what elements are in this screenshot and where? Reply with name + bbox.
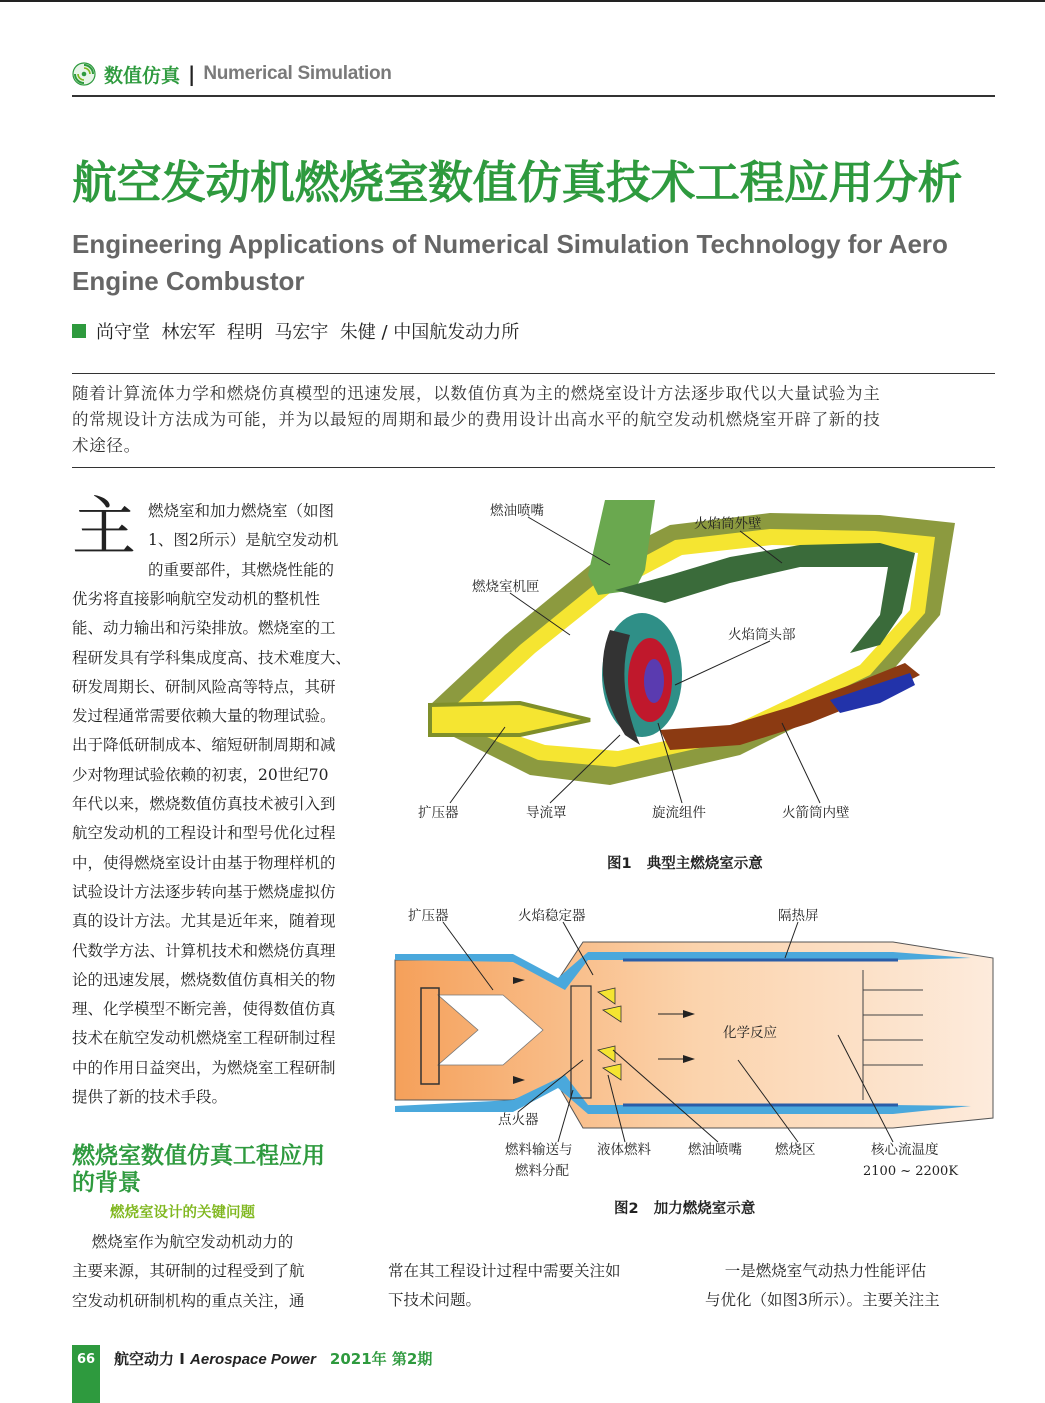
section-name-cn: 数值仿真 <box>104 64 181 87</box>
label-heat-shield: 隔热屏 <box>778 908 819 924</box>
label-diffuser: 扩压器 <box>418 805 459 821</box>
label-liquid-fuel: 液体燃料 <box>597 1142 651 1158</box>
section-name-en: Numerical Simulation <box>203 63 392 84</box>
label-core-temperature-range: 2100 ~ 2200K <box>863 1164 959 1179</box>
paragraph-col2-bottom <box>388 1257 680 1316</box>
text-line: 程研发具有学科集成度高、技术难度大、 <box>72 648 352 667</box>
text-line: 下技术问题。 <box>388 1291 482 1310</box>
text-line: 1、图2所示）是航空发动机 <box>148 531 339 550</box>
header-separator: | <box>188 62 196 86</box>
text-line: 论的迅速发展，燃烧数值仿真相关的物 <box>72 970 336 989</box>
paragraph-col3-bottom <box>705 1257 997 1316</box>
article-title-en <box>72 226 997 300</box>
label-chemical-reaction: 化学反应 <box>723 1025 777 1041</box>
label-fuel-nozzle: 燃油喷嘴 <box>490 503 544 519</box>
author-line <box>72 318 519 344</box>
text-line: 中，使得燃烧室设计由基于物理样机的 <box>72 853 336 872</box>
label-igniter: 点火器 <box>498 1112 539 1128</box>
abstract-line: 的常规设计方法成为可能，并为以最短的周期和最少的费用设计出高水平的航空发动机燃烧室开辟了新的技 <box>72 410 881 429</box>
label-cowl: 导流罩 <box>526 805 567 821</box>
figure-1-combustor-diagram <box>410 495 970 830</box>
text-line: 航空发动机的工程设计和型号优化过程 <box>72 824 336 843</box>
label-liner-head: 火焰筒头部 <box>728 627 796 643</box>
text-line: 与优化（如图3所示）。主要关注主 <box>705 1291 940 1310</box>
text-line: 空发动机研制机构的重点关注，通 <box>72 1291 305 1310</box>
article-title-cn: 航空发动机燃烧室数值仿真技术工程应用分析 <box>72 156 963 209</box>
section-header <box>72 60 392 88</box>
journal-name-en: Aerospace Power <box>190 1351 316 1368</box>
section-heading <box>72 1143 372 1197</box>
text-line: 中的作用日益突出，为燃烧室工程研制 <box>72 1058 336 1077</box>
label-fuel-nozzle-2: 燃油喷嘴 <box>688 1142 742 1158</box>
text-line: 主要来源，其研制的过程受到了航 <box>72 1262 305 1281</box>
label-flame-stabilizer: 火焰稳定器 <box>518 908 586 924</box>
label-outer-wall: 火焰筒外壁 <box>694 516 762 532</box>
text-line: 的重要部件，其燃烧性能的 <box>148 560 335 579</box>
text-line: 优劣将直接影响航空发动机的整机性 <box>72 590 321 608</box>
label-combustion-zone: 燃烧区 <box>775 1142 816 1158</box>
text-line: 技术在航空发动机燃烧室工程研制过程 <box>72 1029 336 1048</box>
paragraph-col1-bottom <box>72 1228 364 1316</box>
section-heading-line-1: 燃烧室数值仿真工程应用 <box>72 1143 325 1169</box>
journal-issue: 2021年 第2期 <box>329 1350 433 1368</box>
text-line: 出于降低研制成本、缩短研制周期和减 <box>72 736 336 755</box>
page-number: 66 <box>76 1352 96 1367</box>
swirler-core <box>644 659 664 703</box>
header-rule <box>72 95 995 97</box>
label-casing: 燃烧室机匣 <box>472 579 540 595</box>
top-border <box>0 0 1045 2</box>
paragraph-intro-body <box>72 585 364 1112</box>
drop-cap: 主 <box>72 491 136 565</box>
abstract-line: 术途径。 <box>72 436 141 455</box>
text-line: 发过程通常需要依赖大量的物理试验。 <box>72 707 336 726</box>
text-line: 代数学方法、计算机技术和燃烧仿真理 <box>72 941 336 960</box>
text-line: 能、动力输出和污染排放。燃烧室的工 <box>72 619 336 638</box>
label-inner-wall: 火箭筒内壁 <box>782 805 850 821</box>
text-line: 年代以来，燃烧数值仿真技术被引入到 <box>72 795 336 814</box>
label-swirler: 旋流组件 <box>652 805 706 821</box>
text-line: 试验设计方法逐步转向基于燃烧虚拟仿 <box>72 882 336 901</box>
journal-footer <box>114 1348 432 1369</box>
section-subheading: 燃烧室设计的关键问题 <box>110 1205 255 1221</box>
text-line: 提供了新的技术手段。 <box>72 1088 228 1107</box>
section-heading-line-2: 的背景 <box>72 1170 141 1196</box>
abstract <box>72 381 995 459</box>
paragraph-intro-first <box>148 497 363 585</box>
text-line: 燃烧室和加力燃烧室（如图 <box>148 502 335 520</box>
text-line: 真的设计方法。尤其是近年来，随着现 <box>72 912 336 931</box>
text-line: 研发周期长、研制风险高等特点，其研 <box>72 677 336 696</box>
journal-name-cn: 航空动力 I <box>114 1350 191 1368</box>
swirl-logo-icon <box>72 62 96 86</box>
abstract-bottom-rule <box>72 467 995 468</box>
label-diffuser-2: 扩压器 <box>408 908 449 924</box>
figure-2-afterburner-diagram <box>393 900 995 1185</box>
figure-1-caption: 图1 典型主燃烧室示意 <box>607 856 763 872</box>
label-core-temperature: 核心流温度 <box>871 1142 939 1158</box>
text-line: 少对物理试验依赖的初衷，20世纪70 <box>72 765 329 784</box>
title-en-line-1: Engineering Applications of Numerical Simulation Technology for Aero <box>72 229 948 259</box>
figure-2-caption: 图2 加力燃烧室示意 <box>614 1201 756 1217</box>
label-fuel-delivery-1: 燃料输送与 <box>505 1142 573 1158</box>
text-line: 燃烧室作为航空发动机动力的 <box>72 1233 294 1251</box>
text-line: 常在其工程设计过程中需要关注如 <box>388 1262 621 1280</box>
authors: 尚守堂 林宏军 程明 马宏宇 朱健 / 中国航发动力所 <box>96 322 520 343</box>
text-line: 理、化学模型不断完善，使得数值仿真 <box>72 1000 336 1019</box>
abstract-line: 随着计算流体力学和燃烧仿真模型的迅速发展，以数值仿真为主的燃烧室设计方法逐步取代以大量试验为主 <box>72 384 881 403</box>
abstract-top-rule <box>72 373 995 374</box>
text-line: 一是燃烧室气动热力性能评估 <box>705 1262 927 1280</box>
bullet-square-icon <box>72 324 86 338</box>
label-fuel-delivery-2: 燃料分配 <box>515 1163 569 1179</box>
title-en-line-2: Engine Combustor <box>72 266 305 296</box>
